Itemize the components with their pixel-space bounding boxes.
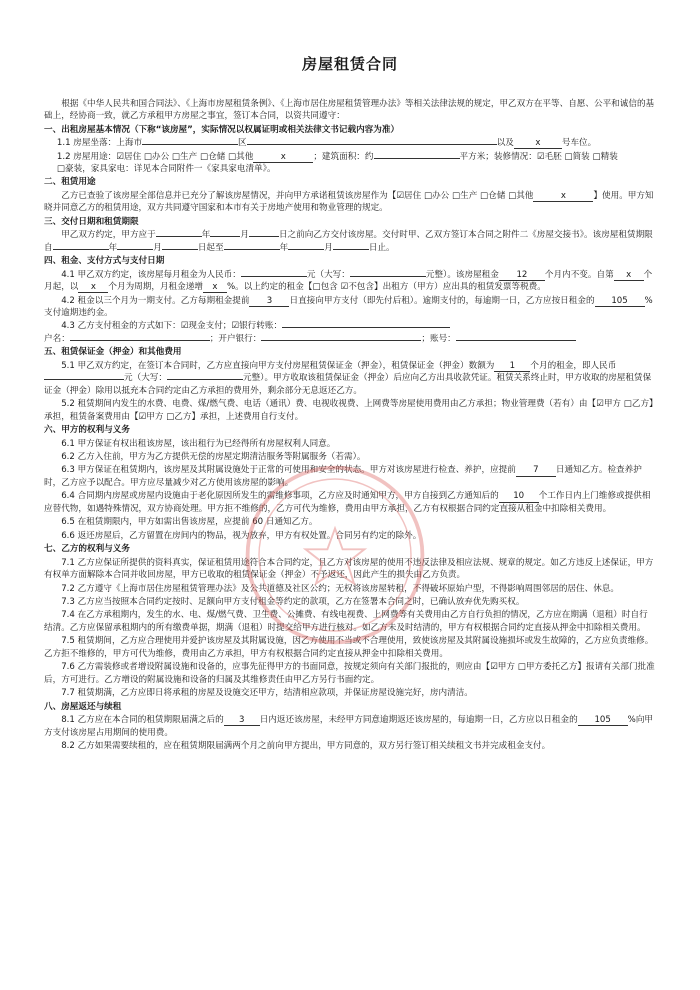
blank-deliver-month xyxy=(210,236,240,237)
clause-4-1: 4.1 甲乙双方约定，该房屋每月租金为人民币： 元（大写： 元整）。该房屋租金 12 个月内不变。自第 x 个月起，以 x 个月为周期，月租金递增 x %。以上约定的租金【□包含 ☑不包含】出租方（甲方）应出具的租赁发票等税费。 xyxy=(44,269,653,293)
blank-start-day xyxy=(162,249,198,250)
blank-transfer-info xyxy=(282,327,450,328)
clause-6-4: 6.4 合同期内房屋或房屋内设施由于老化原因所发生的需维修事项，乙方应及时通知甲方，甲方自接到乙方通知后的 10 个工作日内上门维修或提供相应替代物，如遇特殊情况，双方协商处理。甲方拒不维修的，乙方可代为维修，费用由甲方承担，乙方有权根据合同约定直接从租金中扣除相关费用。 xyxy=(44,491,651,514)
blank-increase-rate: x xyxy=(203,282,227,293)
section-6-title: 六、甲方的权利与义务 xyxy=(44,425,130,436)
blank-deliver-year xyxy=(156,236,202,237)
clause-8-2: 8.2 乙方如果需要续租的，应在租赁期限届满两个月之前向甲方提出，甲方同意的，双方另行签订相关续租文书并完成租金支付。 xyxy=(61,740,551,751)
blank-usage-other: x xyxy=(253,152,313,163)
clause-7-1: 7.1 乙方应保证所提供的资料真实，保证租赁用途符合本合同约定，且乙方对该房屋的使用不违反法律及相应法规、规章的规定。如乙方违反上述保证，甲方有权单方面解除本合同并收回房屋，甲方已收取的租赁保证金（押金）不予返还，因此产生的损失由乙方负责。 xyxy=(44,557,654,581)
clause-7-4: 7.4 在乙方承租期内，发生的水、电、煤/燃气费、卫生费、公摊费、有线电视费、上网费等有关费用由乙方自行负担的情况，乙方应在期满（退租）时自行结清。乙方应保留承租期内的所有缴费单据，期满（退租）时提交给甲方进行核对。如乙方未及时结清的，甲方有权根据合同约定直接从押金中扣除相关费用。 xyxy=(44,610,648,633)
clause-7-3: 7.3 乙方应当按照本合同约定按时、足额向甲方支付租金等约定的款项，乙方在签署本合同之时，已确认放弃优先购买权。 xyxy=(61,596,525,607)
clause-7-2: 7.2 乙方遵守《上海市居住房屋租赁管理办法》及公共道德及社区公约；无权将该房屋转租，不得破坏原始户型，不得影响周围邻居的居住、休息。 xyxy=(61,583,619,594)
clause-1-2: 1.2 房屋用途：☑居住 □办公 □生产 □仓储 □其他 x ；建筑面积：约 平方米；装修情况：☑毛胚 □简装 □精装 □豪装，家具家电：详见本合同附件一《家具家电清单》。 xyxy=(56,151,618,175)
blank-advance-days: 3 xyxy=(249,296,289,307)
blank-deliver-day xyxy=(249,236,279,237)
blank-return-days: 3 xyxy=(224,715,260,726)
blank-end-year xyxy=(224,249,280,250)
blank-deposit-amount xyxy=(44,379,124,380)
blank-inspect-days: 7 xyxy=(516,465,556,476)
blank-rent-words xyxy=(350,276,426,277)
clause-6-1: 6.1 甲方保证有权出租该房屋，该出租行为已经得所有房屋权利人同意。 xyxy=(61,438,336,449)
clause-7-7: 7.7 租赁期满，乙方应即日将承租的房屋及设施交还甲方，结清相应款项，并保证房屋设施完好，房内清洁。 xyxy=(61,688,473,699)
blank-late-percent: 105 xyxy=(595,296,645,307)
section-3-title: 三、交付日期和租赁期限 xyxy=(44,216,139,227)
blank-deposit-words xyxy=(167,379,243,380)
blank-start-year xyxy=(53,249,109,250)
clause-5-2: 5.2 租赁期间内发生的水费、电费、煤/燃气费、电话（通讯）费、电视收视费、上网费等房屋使用费用由乙方承担；物业管理费（若有）由【☑甲方 □乙方】承担，租赁备案费用由【☑甲方 □乙方】承担，上述费用自行支付。 xyxy=(44,399,654,422)
section-8-title: 八、房屋返还与续租 xyxy=(44,701,122,712)
section-4-title: 四、租金、支付方式与支付日期 xyxy=(44,256,165,267)
clause-1-1: 1.1 房屋坐落：上海市 区 以及 x 号车位。 xyxy=(56,138,597,149)
blank-monthly-rent xyxy=(241,276,307,277)
blank-account-number xyxy=(456,340,576,341)
blank-area xyxy=(374,158,460,159)
clause-7-6: 7.6 乙方需装修或者增设附属设施和设备的，应事先征得甲方的书面同意，按规定须向有关部门报批的，则应由【☑甲方 □甲方委托乙方】报请有关部门批准后，方可进行。乙方增设的附属设施和设备的归属及其维修责任由甲乙方另行书面约定。 xyxy=(44,662,655,685)
clause-2: 乙方已查验了该房屋全部信息并已充分了解该房屋情况，并向甲方承诺租赁该房屋作为【☑居住 □办公 □生产 □仓储 □其他 x 】使用。甲方知晓并同意乙方的租赁用途，双方共同遵守国家和本市有关于房地产使用和物业管理的规定。 xyxy=(44,190,654,214)
blank-overdue-percent: 105 xyxy=(578,715,628,726)
document-title: 房屋租赁合同 xyxy=(301,55,398,73)
blank-repair-days: 10 xyxy=(499,491,539,502)
clause-6-6: 6.6 返还房屋后，乙方留置在房间内的物品，视为放弃，甲方有权处置。合同另有约定的除外。 xyxy=(61,530,422,541)
blank-address xyxy=(247,144,497,145)
blank-parking: x xyxy=(514,138,562,149)
clause-4-3: 4.3 乙方支付租金的方式如下：☑现金支付；☑银行转账： 户名： ；开户银行： ；账号： xyxy=(44,320,656,345)
usage-checkboxes: ☑居住 □办公 □生产 □仓储 □其他 xyxy=(116,151,254,162)
intro-paragraph: 根据《中华人民共和国合同法》、《上海市房屋租赁条例》、《上海市居住房屋租赁管理办法》等相关法律法规的规定，甲乙双方在平等、自愿、公平和诚信的基础上，经协商一致，就乙方承租甲方房屋之事宜，签订本合同，以资共同遵守： xyxy=(44,98,655,122)
clause-7-5: 7.5 租赁期间，乙方应合理使用并爱护该房屋及其附属设施，因乙方使用不当或不合理使用，致使该房屋及其附属设施损坏或发生故障的，乙方应负责维修。乙方拒不维修的，甲方可代为维修，费用由乙方承担，甲方有权根据合同约定直接从押金中扣除相关费用。 xyxy=(44,636,654,659)
blank-start-month xyxy=(117,249,153,250)
section-2-title: 二、租赁用途 xyxy=(44,177,96,188)
blank-end-day xyxy=(333,249,369,250)
clause-5-1: 5.1 甲乙双方约定，在签订本合同时，乙方应直接向甲方支付房屋租赁保证金（押金），租赁保证金（押金）数额为 1 个月的租金，即人民币元（大写： 元整）。甲方收取该租赁保证金（押金）后应向乙方出具收款凭证。租赁关系终止时，甲方收取的房屋租赁保证金（押金）除用以抵充本合同约定由乙方承担的费用外，剩余部分无息返还乙方。 xyxy=(44,360,652,396)
section-5-title: 五、租赁保证金（押金）和其他费用 xyxy=(44,347,182,358)
blank-end-month xyxy=(288,249,324,250)
blank-increase-cycle: x xyxy=(78,282,108,293)
blank-deposit-months: 1 xyxy=(494,361,530,372)
blank-account-name xyxy=(70,340,210,341)
blank-lease-usage-other: x xyxy=(533,191,593,202)
blank-increase-start: x xyxy=(614,270,644,281)
clause-8-1: 8.1 乙方应在本合同的租赁期限届满之后的 3 日内返还该房屋，未经甲方同意逾期返还该房屋的，每逾期一日，乙方应以日租金的 105 %向甲方支付该房屋占用期间的使用费。 xyxy=(44,715,654,738)
clause-6-2: 6.2 乙方入住前，甲方为乙方提供无偿的房屋定期清洁服务等附属服务（若需）。 xyxy=(61,451,366,462)
blank-district xyxy=(142,144,238,145)
clause-6-5: 6.5 在租赁期限内，甲方如需出售该房屋，应提前 60 日通知乙方。 xyxy=(61,517,318,528)
section-1-title: 一、出租房屋基本情况（下称“该房屋”，实际情况以权属证明或相关法律文书记载内容为准） xyxy=(44,124,400,135)
clause-6-3: 6.3 甲方保证在租赁期内，该房屋及其附属设施处于正常的可使用和安全的状态。甲方对该房屋进行检查、养护，应提前 7 日通知乙方。检查养护时，乙方应予以配合。甲方应尽量减少对乙方使用该房屋的影响。 xyxy=(44,465,642,488)
clause-4-2: 4.2 租金以三个月为一期支付。乙方每期租金提前 3 日直接向甲方支付（即先付后租）。逾期支付的，每逾期一日，乙方应按日租金的 105 %支付逾期违约金。 xyxy=(44,295,653,318)
blank-fixed-months: 12 xyxy=(499,270,545,281)
section-7-title: 七、乙方的权利与义务 xyxy=(44,544,130,555)
clause-3: 甲乙双方约定，甲方应于 年 月 日之前向乙方交付该房屋。交付时甲、乙双方签订本合同之附件二《房屋交接书》。该房屋租赁期限自 年 月 日起至 年 月 日止。 xyxy=(44,230,653,253)
blank-bank xyxy=(261,340,421,341)
